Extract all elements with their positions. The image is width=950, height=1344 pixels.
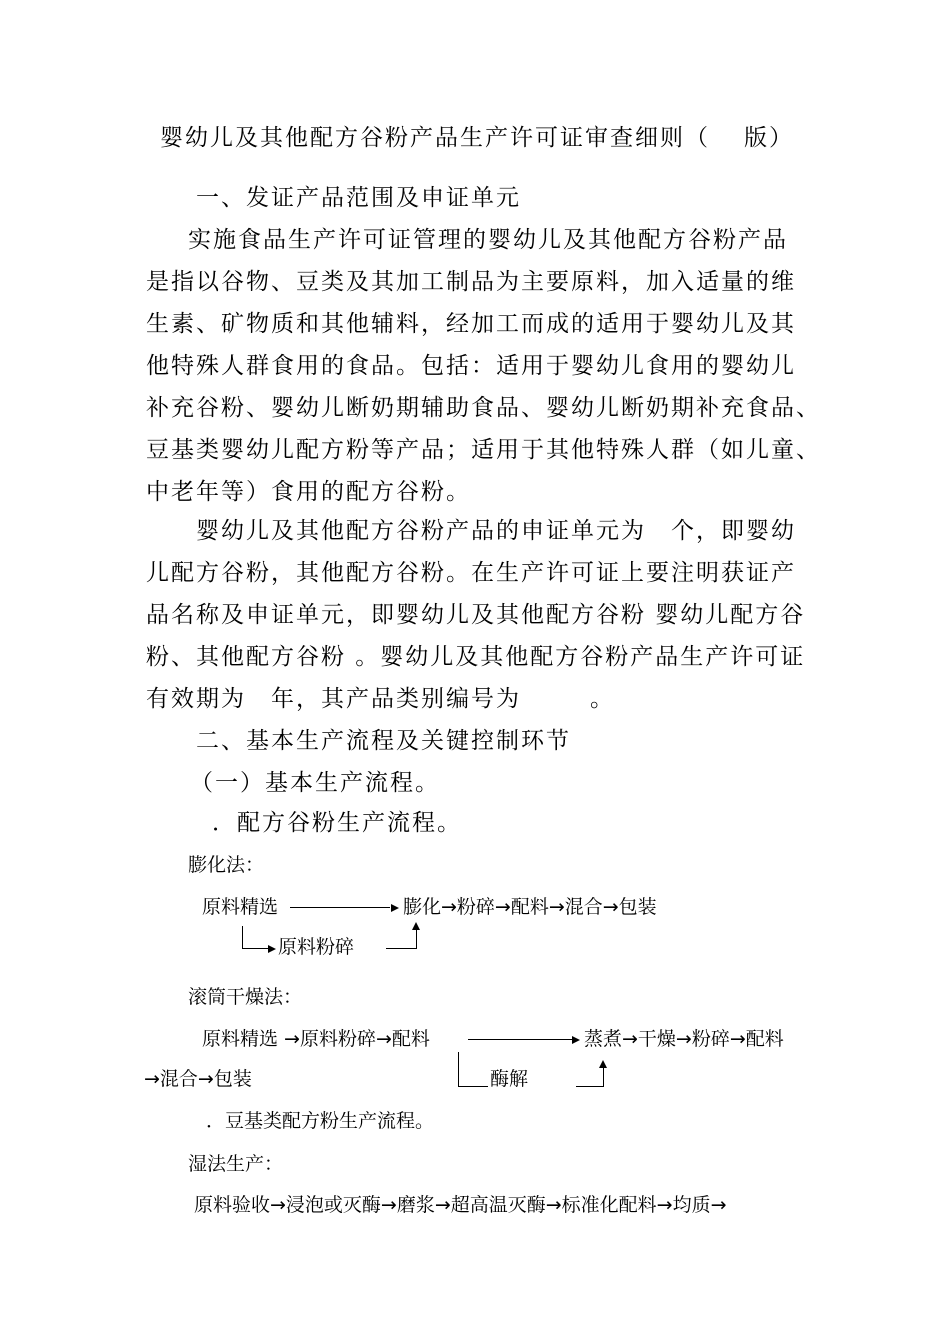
- flow-branch: 酶解: [490, 1068, 529, 1090]
- paragraph-line: 他特殊人群食用的食品。包括：适用于婴幼儿食用的婴幼儿: [146, 353, 796, 379]
- paragraph-line: 是指以谷物、豆类及其加工制品为主要原料，加入适量的维: [146, 269, 796, 295]
- branch-line: [242, 926, 243, 949]
- branch-line: [576, 1086, 604, 1087]
- arrow-up-icon: [599, 1060, 607, 1068]
- subsection-heading: （一）基本生产流程。: [190, 770, 440, 796]
- paragraph-line: 实施食品生产许可证管理的婴幼儿及其他配方谷粉产品: [188, 227, 788, 253]
- paragraph-line: 中老年等）食用的配方谷粉。: [146, 479, 471, 505]
- branch-line: [416, 928, 417, 949]
- paragraph-line: 有效期为 年，其产品类别编号为: [146, 686, 521, 712]
- flow-steps: 膨化→粉碎→配料→混合→包装: [403, 896, 657, 918]
- arrow-right-icon: [268, 945, 276, 953]
- paragraph-line: 婴幼儿及其他配方谷粉产品的申证单元为 个，即婴幼: [196, 518, 796, 544]
- flow-connector-line: [468, 1039, 572, 1040]
- flow-steps-continued: →混合→包装: [144, 1068, 252, 1090]
- method-label: 滚筒干燥法：: [188, 986, 303, 1008]
- branch-line: [458, 1052, 459, 1087]
- flow-branch: 原料粉碎: [278, 936, 355, 958]
- branch-line: [603, 1066, 604, 1087]
- flow-steps: 蒸煮→干燥→粉碎→配料: [584, 1028, 784, 1050]
- arrow-up-icon: [412, 922, 420, 930]
- paragraph-line: 品名称及申证单元，即婴幼儿及其他配方谷粉 婴幼儿配方谷: [146, 602, 806, 628]
- item-heading: ．配方谷粉生产流程。: [212, 810, 462, 836]
- paragraph-line: 豆基类婴幼儿配方粉等产品；适用于其他特殊人群（如儿童、: [146, 437, 821, 463]
- method-label: 湿法生产：: [188, 1153, 284, 1175]
- flow-connector-line: [290, 907, 390, 908]
- branch-line: [458, 1086, 488, 1087]
- arrow-right-icon: [572, 1036, 580, 1044]
- paragraph-line: 儿配方谷粉，其他配方谷粉。在生产许可证上要注明获证产: [146, 560, 796, 586]
- branch-line: [242, 948, 268, 949]
- method-label: 膨化法：: [188, 854, 265, 876]
- paragraph-line: 生素、矿物质和其他辅料，经加工而成的适用于婴幼儿及其: [146, 311, 796, 337]
- paragraph-line: 粉、其他配方谷粉 。婴幼儿及其他配方谷粉产品生产许可证: [146, 644, 806, 670]
- flow-start: 原料精选 →原料粉碎→配料: [202, 1028, 430, 1050]
- section2-heading: 二、基本生产流程及关键控制环节: [196, 728, 571, 754]
- paragraph-line-end: 。: [590, 686, 615, 712]
- item-heading: ．豆基类配方粉生产流程。: [206, 1110, 435, 1132]
- document-title-edition: 版）: [744, 125, 794, 151]
- arrow-right-icon: [391, 904, 399, 912]
- document-title: 婴幼儿及其他配方谷粉产品生产许可证审查细则（: [160, 125, 710, 151]
- paragraph-line: 补充谷粉、婴幼儿断奶期辅助食品、婴幼儿断奶期补充食品、: [146, 395, 821, 421]
- branch-line: [386, 948, 417, 949]
- section1-heading: 一、发证产品范围及申证单元: [196, 185, 521, 211]
- flow-steps: 原料验收→浸泡或灭酶→磨浆→超高温灭酶→标准化配料→均质→: [194, 1194, 727, 1216]
- flow-start: 原料精选: [202, 896, 279, 918]
